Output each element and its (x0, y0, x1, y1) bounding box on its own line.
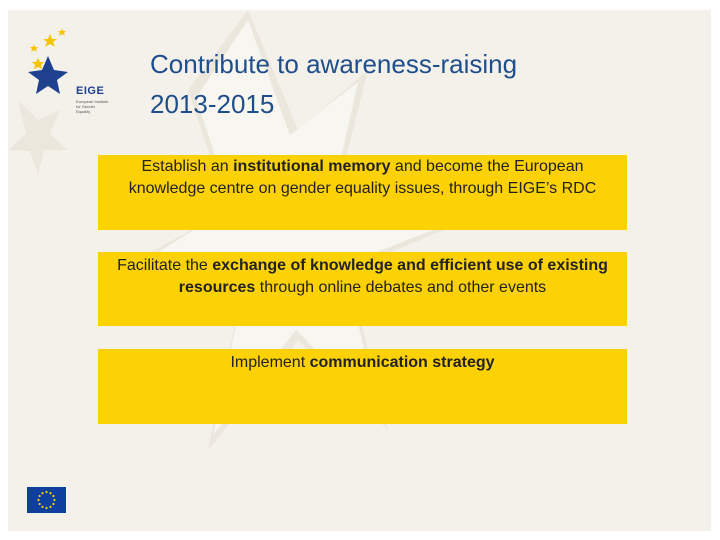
box-2-bold-text: exchange of knowledge and efficient use of existing resources (178, 257, 608, 296)
objective-box-2 (98, 252, 627, 326)
slide-title (150, 44, 670, 124)
eu-flag-icon (27, 487, 66, 513)
eu-stars-circle (27, 487, 66, 513)
box-1-text: Establish an (141, 158, 234, 175)
title-line-2: 2013-2015 (150, 89, 275, 119)
box-2-text: Facilitate the (117, 257, 213, 274)
logo-subtitle: European Institute for Gender Equality (76, 99, 109, 114)
objective-box-1 (98, 155, 627, 230)
box-1-bold-text: institutional memory (233, 158, 391, 175)
logo-wordmark: EIGE (76, 85, 105, 97)
box-1-text-continued: and become the European knowledge centre on gender equality issues, through EIGE’s RDC (128, 158, 597, 197)
eige-stars-logo-icon (24, 28, 116, 110)
box-3-bold-text: communication strategy (309, 354, 495, 371)
objective-box-3 (98, 349, 627, 424)
eige-logo (24, 28, 116, 114)
box-3-text: Implement (230, 354, 310, 371)
title-line-1: Contribute to awareness-raising (150, 49, 518, 79)
box-2-text-continued: through online debates and other events (255, 279, 547, 296)
